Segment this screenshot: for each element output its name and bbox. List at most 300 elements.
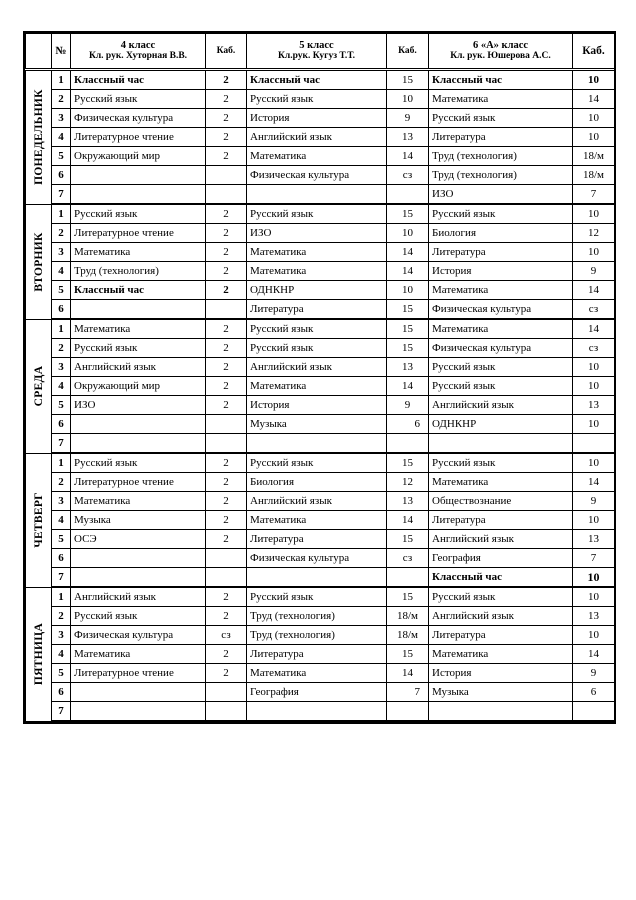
- lesson-number: 4: [52, 511, 71, 530]
- class5-subject: История: [247, 109, 387, 128]
- class6-subject: Музыка: [429, 683, 573, 702]
- class4-room: 2: [206, 645, 247, 664]
- class4-subject: [71, 300, 206, 320]
- schedule-sheet: [23, 31, 616, 724]
- schedule-table: [25, 33, 615, 722]
- lesson-number: 3: [52, 358, 71, 377]
- class5-subject: Математика: [247, 511, 387, 530]
- class5-subject: Классный час: [247, 70, 387, 90]
- class6-room: 13: [573, 396, 615, 415]
- class4-subject: Литературное чтение: [71, 664, 206, 683]
- class6-subject: Русский язык: [429, 204, 573, 224]
- class4-room: 2: [206, 377, 247, 396]
- class5-room: [387, 185, 429, 205]
- class5-subject: Русский язык: [247, 90, 387, 109]
- lesson-row: [26, 415, 615, 434]
- lesson-number: 6: [52, 683, 71, 702]
- class6-room: 10: [573, 587, 615, 607]
- lesson-number: 4: [52, 377, 71, 396]
- class4-room: [206, 683, 247, 702]
- class5-room: 15: [387, 204, 429, 224]
- class5-subject: Английский язык: [247, 128, 387, 147]
- lesson-row: [26, 358, 615, 377]
- class5-room: 9: [387, 396, 429, 415]
- class6-subject: Английский язык: [429, 396, 573, 415]
- lesson-row: [26, 645, 615, 664]
- class6-subject: Математика: [429, 473, 573, 492]
- class5-room: 15: [387, 645, 429, 664]
- class5-room: 15: [387, 70, 429, 90]
- lesson-row: [26, 626, 615, 645]
- class6-subject: [429, 434, 573, 454]
- class6-subject: [429, 702, 573, 722]
- class5-subject: Математика: [247, 262, 387, 281]
- class4-room-header: Каб.: [206, 34, 247, 70]
- class5-subject: Труд (технология): [247, 607, 387, 626]
- class5-room: 14: [387, 664, 429, 683]
- class5-room: 10: [387, 224, 429, 243]
- lesson-row: [26, 243, 615, 262]
- lesson-row: [26, 147, 615, 166]
- class4-room: 2: [206, 128, 247, 147]
- class6-subject: Английский язык: [429, 530, 573, 549]
- lesson-row: [26, 339, 615, 358]
- class4-room: сз: [206, 626, 247, 645]
- class4-room: [206, 185, 247, 205]
- class4-room: 2: [206, 243, 247, 262]
- class5-room: 14: [387, 243, 429, 262]
- class6-room: 7: [573, 185, 615, 205]
- lesson-number: 6: [52, 415, 71, 434]
- class5-room: 14: [387, 377, 429, 396]
- class5-subject: Русский язык: [247, 319, 387, 339]
- class5-subject: [247, 702, 387, 722]
- class4-subject: Труд (технология): [71, 262, 206, 281]
- class4-subject: Окружающий мир: [71, 147, 206, 166]
- class4-room: 2: [206, 473, 247, 492]
- class4-room: [206, 568, 247, 588]
- day-column-header: [26, 34, 52, 70]
- class5-room: 15: [387, 453, 429, 473]
- class5-subject: География: [247, 683, 387, 702]
- lesson-number: 7: [52, 568, 71, 588]
- class6-subject: Физическая культура: [429, 300, 573, 320]
- class4-subject: Русский язык: [71, 607, 206, 626]
- day-name: ПОНЕДЕЛЬНИК: [32, 89, 45, 186]
- lesson-number: 5: [52, 664, 71, 683]
- lesson-row: [26, 396, 615, 415]
- class5-subject: Труд (технология): [247, 626, 387, 645]
- lesson-number: 3: [52, 626, 71, 645]
- class4-subject: Математика: [71, 243, 206, 262]
- class5-room: сз: [387, 549, 429, 568]
- class6-subject: Русский язык: [429, 358, 573, 377]
- lesson-number: 2: [52, 224, 71, 243]
- class5-subject: История: [247, 396, 387, 415]
- class6-subject: Труд (технология): [429, 147, 573, 166]
- lesson-number: 6: [52, 300, 71, 320]
- class6-subject: История: [429, 664, 573, 683]
- lesson-number: 5: [52, 396, 71, 415]
- class4-subject: [71, 549, 206, 568]
- day-name: ПЯТНИЦА: [32, 622, 45, 686]
- class4-subject: [71, 702, 206, 722]
- class5-room: 12: [387, 473, 429, 492]
- class6-room: 13: [573, 607, 615, 626]
- class5-room: [387, 702, 429, 722]
- class6-room: 18/м: [573, 147, 615, 166]
- lesson-row: [26, 587, 615, 607]
- class6-subject: Труд (технология): [429, 166, 573, 185]
- class4-room: [206, 434, 247, 454]
- class6-subject: Русский язык: [429, 109, 573, 128]
- lesson-number: 3: [52, 492, 71, 511]
- class5-subject: ОДНКНР: [247, 281, 387, 300]
- class4-subject: ИЗО: [71, 396, 206, 415]
- lesson-number: 5: [52, 147, 71, 166]
- day-label-cell: [26, 70, 52, 205]
- class5-subject: [247, 185, 387, 205]
- class4-subject: Классный час: [71, 281, 206, 300]
- class4-subject: Физическая культура: [71, 626, 206, 645]
- class5-subject: Литература: [247, 645, 387, 664]
- class6-subject: Классный час: [429, 568, 573, 588]
- lesson-row: [26, 300, 615, 320]
- lesson-row: [26, 664, 615, 683]
- class6-room: 12: [573, 224, 615, 243]
- class4-subject: [71, 683, 206, 702]
- class5-subject: Русский язык: [247, 204, 387, 224]
- class4-subject: Английский язык: [71, 587, 206, 607]
- class4-subject: Русский язык: [71, 453, 206, 473]
- lesson-row: [26, 70, 615, 90]
- class5-subject: ИЗО: [247, 224, 387, 243]
- class5-room: [387, 568, 429, 588]
- lesson-row: [26, 607, 615, 626]
- class4-room: 2: [206, 358, 247, 377]
- class5-room: 9: [387, 109, 429, 128]
- class5-subject: Математика: [247, 664, 387, 683]
- class4-subject: Математика: [71, 492, 206, 511]
- lesson-number: 2: [52, 473, 71, 492]
- lesson-number: 2: [52, 90, 71, 109]
- class5-room: 14: [387, 262, 429, 281]
- lesson-number: 1: [52, 319, 71, 339]
- class6-subject: Математика: [429, 645, 573, 664]
- class5-room: 14: [387, 511, 429, 530]
- class5-room: [387, 434, 429, 454]
- lesson-row: [26, 530, 615, 549]
- class5-room: 10: [387, 90, 429, 109]
- class4-room: 2: [206, 664, 247, 683]
- lesson-row: [26, 453, 615, 473]
- class5-subject: Английский язык: [247, 358, 387, 377]
- lesson-number: 1: [52, 70, 71, 90]
- class4-subject: [71, 185, 206, 205]
- class4-room: 2: [206, 453, 247, 473]
- lesson-row: [26, 262, 615, 281]
- lesson-row: [26, 109, 615, 128]
- class6-subject: Литература: [429, 128, 573, 147]
- class6-room: 18/м: [573, 166, 615, 185]
- class4-room: [206, 702, 247, 722]
- class6-room: 10: [573, 128, 615, 147]
- lesson-number: 1: [52, 204, 71, 224]
- lesson-row: [26, 128, 615, 147]
- day-label-cell: [26, 204, 52, 319]
- day-name: СРЕДА: [32, 365, 45, 407]
- class5-subject: Русский язык: [247, 453, 387, 473]
- class6-room: сз: [573, 300, 615, 320]
- class6-subject: Литература: [429, 243, 573, 262]
- class6-room: 10: [573, 453, 615, 473]
- class6-subject: Русский язык: [429, 453, 573, 473]
- lesson-row: [26, 434, 615, 454]
- class5-room: 15: [387, 339, 429, 358]
- class6-room: 10: [573, 511, 615, 530]
- class5-subject: Математика: [247, 147, 387, 166]
- day-label-cell: [26, 319, 52, 453]
- lesson-row: [26, 166, 615, 185]
- class5-room: сз: [387, 166, 429, 185]
- lesson-number-header: №: [52, 34, 71, 70]
- class6-room: 10: [573, 204, 615, 224]
- class6-subject: Классный час: [429, 70, 573, 90]
- class4-subject: Математика: [71, 645, 206, 664]
- class4-subject: Классный час: [71, 70, 206, 90]
- class6-subject: Русский язык: [429, 377, 573, 396]
- class5-room: 6: [387, 415, 429, 434]
- class4-subject: Музыка: [71, 511, 206, 530]
- day-name: ВТОРНИК: [32, 231, 45, 292]
- class6-subject: ОДНКНР: [429, 415, 573, 434]
- class5-subject: Русский язык: [247, 339, 387, 358]
- class6-room: 10: [573, 109, 615, 128]
- class4-room: 2: [206, 70, 247, 90]
- lesson-row: [26, 204, 615, 224]
- lesson-row: [26, 511, 615, 530]
- class4-room: 2: [206, 109, 247, 128]
- lesson-row: [26, 377, 615, 396]
- class4-room: 2: [206, 530, 247, 549]
- class6-room: 10: [573, 358, 615, 377]
- lesson-number: 4: [52, 645, 71, 664]
- class5-subject: Литература: [247, 300, 387, 320]
- class4-room: 2: [206, 396, 247, 415]
- lesson-number: 7: [52, 185, 71, 205]
- lesson-row: [26, 568, 615, 588]
- class4-title: 4 класс: [120, 40, 156, 51]
- lesson-number: 1: [52, 587, 71, 607]
- class5-room: 18/м: [387, 607, 429, 626]
- class6-room: 13: [573, 530, 615, 549]
- class4-subject: [71, 568, 206, 588]
- lesson-row: [26, 224, 615, 243]
- day-label-cell: [26, 453, 52, 587]
- lesson-number: 1: [52, 453, 71, 473]
- class4-subject: [71, 166, 206, 185]
- class6-subject: Литература: [429, 626, 573, 645]
- class5-room: 13: [387, 492, 429, 511]
- class4-subject: Русский язык: [71, 204, 206, 224]
- class4-room: 2: [206, 281, 247, 300]
- class6-subject: Биология: [429, 224, 573, 243]
- lesson-number: 3: [52, 109, 71, 128]
- class4-room: 2: [206, 90, 247, 109]
- class6-room: [573, 702, 615, 722]
- lesson-number: 5: [52, 530, 71, 549]
- class6-room: 14: [573, 473, 615, 492]
- class5-room: 7: [387, 683, 429, 702]
- lesson-number: 5: [52, 281, 71, 300]
- class5-room-header: Каб.: [387, 34, 429, 70]
- lesson-number: 4: [52, 128, 71, 147]
- class6-room: 14: [573, 319, 615, 339]
- class6-subject: Обществознание: [429, 492, 573, 511]
- class4-subject: Литературное чтение: [71, 473, 206, 492]
- class5-subject: Физическая культура: [247, 166, 387, 185]
- class5-header: [247, 34, 387, 70]
- class4-subject: Математика: [71, 319, 206, 339]
- class5-subject: Музыка: [247, 415, 387, 434]
- class4-room: 2: [206, 204, 247, 224]
- class5-room: 13: [387, 128, 429, 147]
- class4-teacher: Кл. рук. Хуторная В.В.: [88, 51, 188, 61]
- class6-subject: География: [429, 549, 573, 568]
- lesson-row: [26, 185, 615, 205]
- class4-room: 2: [206, 262, 247, 281]
- class5-teacher: Кл.рук. Кугуз Т.Т.: [278, 51, 355, 61]
- class6-room: 10: [573, 243, 615, 262]
- class5-subject: Биология: [247, 473, 387, 492]
- class4-room: [206, 549, 247, 568]
- class5-room: 18/м: [387, 626, 429, 645]
- lesson-number: 7: [52, 702, 71, 722]
- class6-room: 14: [573, 645, 615, 664]
- class6-room: 14: [573, 281, 615, 300]
- class6-room: 10: [573, 377, 615, 396]
- class5-subject: Литература: [247, 530, 387, 549]
- class5-subject: Английский язык: [247, 492, 387, 511]
- class6-room-header: Каб.: [573, 34, 615, 70]
- class6-subject: Математика: [429, 281, 573, 300]
- class5-room: 15: [387, 587, 429, 607]
- lesson-row: [26, 549, 615, 568]
- class4-room: 2: [206, 607, 247, 626]
- class6-subject: Русский язык: [429, 587, 573, 607]
- class6-subject: История: [429, 262, 573, 281]
- lesson-row: [26, 683, 615, 702]
- class5-room: 15: [387, 319, 429, 339]
- class4-subject: [71, 415, 206, 434]
- class5-subject: [247, 568, 387, 588]
- class6-room: 10: [573, 415, 615, 434]
- class5-title: 5 класс: [299, 40, 334, 51]
- class5-room: 10: [387, 281, 429, 300]
- class4-room: 2: [206, 319, 247, 339]
- day-label-cell: [26, 587, 52, 721]
- class5-subject: Русский язык: [247, 587, 387, 607]
- class4-room: 2: [206, 587, 247, 607]
- lesson-number: 6: [52, 549, 71, 568]
- lesson-row: [26, 492, 615, 511]
- class6-title: 6 «А» класс: [472, 40, 529, 51]
- class6-subject: Математика: [429, 90, 573, 109]
- class6-room: 10: [573, 568, 615, 588]
- class6-subject: ИЗО: [429, 185, 573, 205]
- class6-room: 7: [573, 549, 615, 568]
- class6-subject: Математика: [429, 319, 573, 339]
- class4-subject: Литературное чтение: [71, 128, 206, 147]
- class5-subject: Математика: [247, 377, 387, 396]
- class6-room: 9: [573, 492, 615, 511]
- class5-room: 15: [387, 300, 429, 320]
- class4-room: [206, 415, 247, 434]
- class4-subject: Окружающий мир: [71, 377, 206, 396]
- lesson-row: [26, 281, 615, 300]
- class4-room: 2: [206, 224, 247, 243]
- lesson-number: 3: [52, 243, 71, 262]
- lesson-number: 2: [52, 339, 71, 358]
- class5-room: 15: [387, 530, 429, 549]
- class6-room: сз: [573, 339, 615, 358]
- class6-room: [573, 434, 615, 454]
- schedule-body: [26, 70, 615, 722]
- lesson-row: [26, 319, 615, 339]
- class6-room: 14: [573, 90, 615, 109]
- lesson-number: 6: [52, 166, 71, 185]
- class6-teacher: Кл. рук. Юшерова А.С.: [450, 51, 551, 61]
- class5-subject: Математика: [247, 243, 387, 262]
- class4-subject: ОСЭ: [71, 530, 206, 549]
- class4-header: [71, 34, 206, 70]
- class5-subject: Физическая культура: [247, 549, 387, 568]
- class4-subject: [71, 434, 206, 454]
- class6-room: 9: [573, 664, 615, 683]
- class6-room: 10: [573, 70, 615, 90]
- lesson-number: 4: [52, 262, 71, 281]
- class5-subject: [247, 434, 387, 454]
- class4-room: 2: [206, 339, 247, 358]
- class6-subject: Английский язык: [429, 607, 573, 626]
- class4-subject: Физическая культура: [71, 109, 206, 128]
- lesson-number: 7: [52, 434, 71, 454]
- class4-subject: Русский язык: [71, 339, 206, 358]
- class6-subject: Литература: [429, 511, 573, 530]
- class4-subject: Литературное чтение: [71, 224, 206, 243]
- day-name: ЧЕТВЕРГ: [32, 492, 45, 548]
- class6-header: [429, 34, 573, 70]
- class4-room: [206, 300, 247, 320]
- lesson-row: [26, 473, 615, 492]
- class4-room: 2: [206, 492, 247, 511]
- header-row: [26, 34, 615, 70]
- class6-room: 6: [573, 683, 615, 702]
- class6-subject: Физическая культура: [429, 339, 573, 358]
- class5-room: 14: [387, 147, 429, 166]
- class4-subject: Русский язык: [71, 90, 206, 109]
- lesson-row: [26, 702, 615, 722]
- class4-room: 2: [206, 147, 247, 166]
- class4-room: 2: [206, 511, 247, 530]
- class4-subject: Английский язык: [71, 358, 206, 377]
- class6-room: 10: [573, 626, 615, 645]
- class4-room: [206, 166, 247, 185]
- lesson-row: [26, 90, 615, 109]
- class5-room: 13: [387, 358, 429, 377]
- lesson-number: 2: [52, 607, 71, 626]
- class6-room: 9: [573, 262, 615, 281]
